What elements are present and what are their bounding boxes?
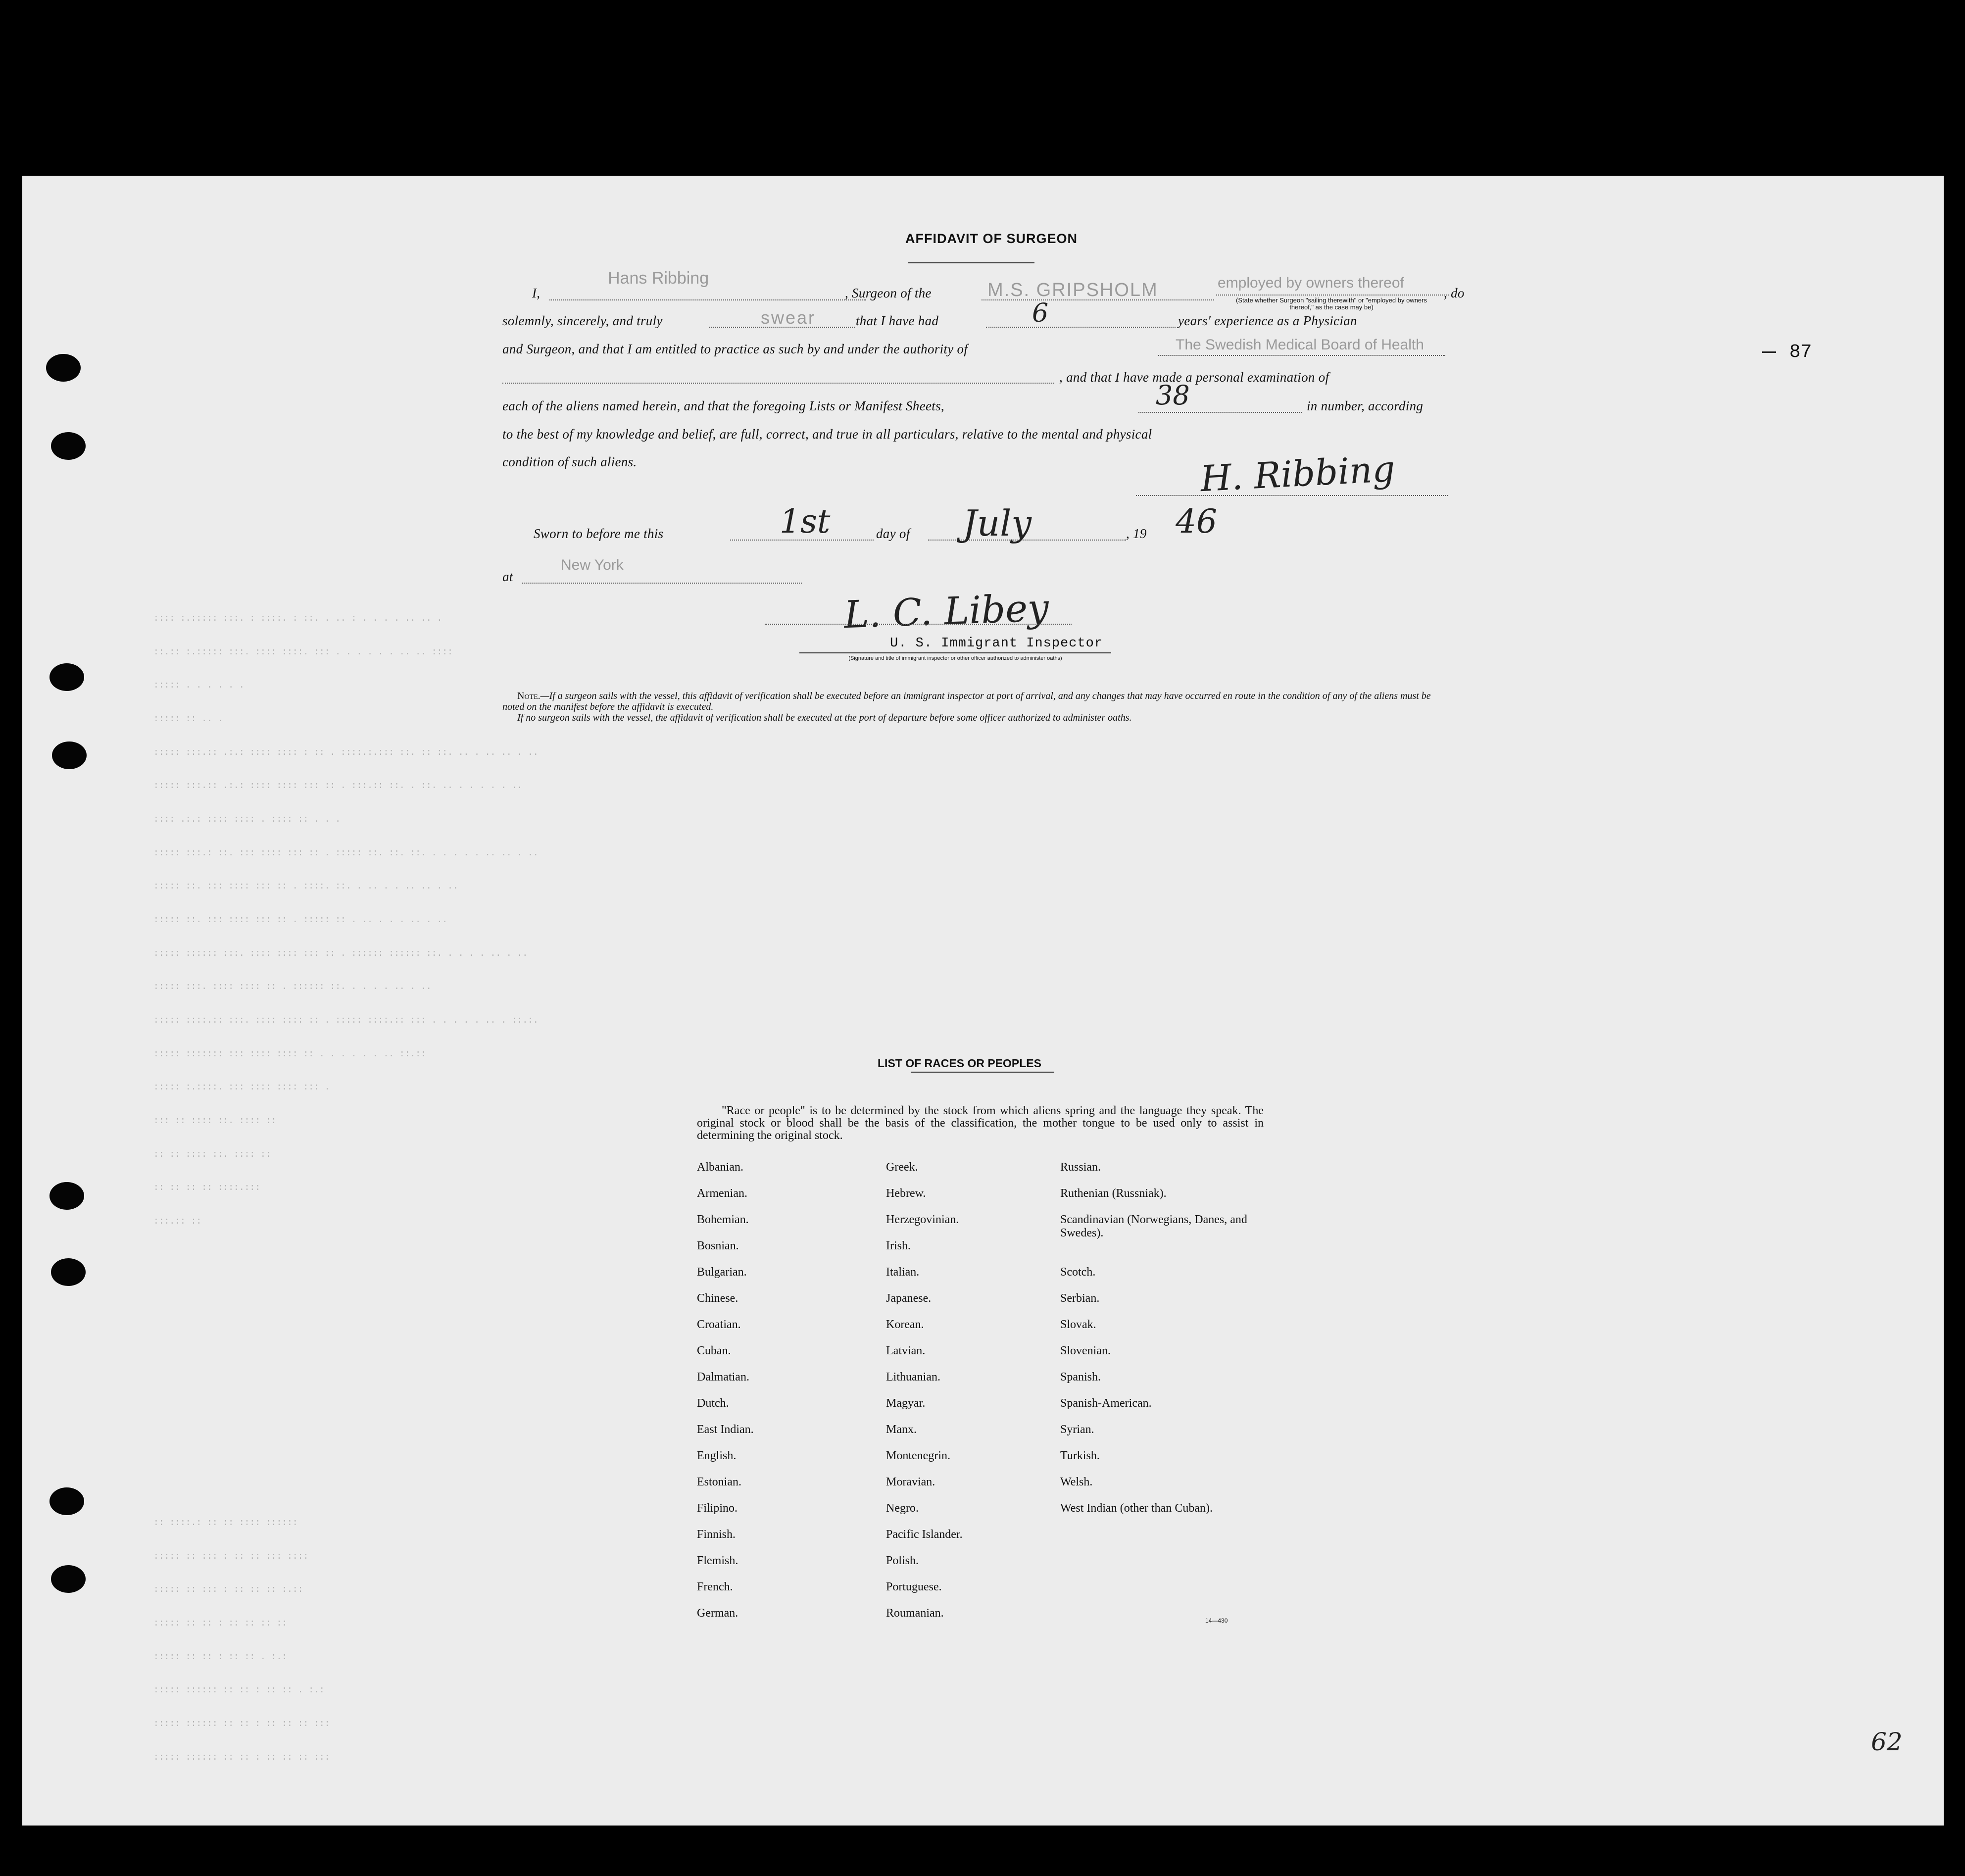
affidavit-title: AFFIDAVIT OF SURGEON: [905, 231, 1078, 246]
race-item: Magyar.: [886, 1397, 926, 1410]
races-title: LIST OF RACES OR PEOPLES: [878, 1057, 1041, 1070]
affidavit-line1-i: I,: [532, 286, 540, 300]
race-item: English.: [697, 1449, 737, 1462]
affidavit-line2-a: solemnly, sincerely, and truly: [502, 313, 663, 328]
sheets-handwritten: 38: [1156, 380, 1190, 411]
employment-fill-line: [1216, 295, 1449, 296]
page-number-dash: [1762, 351, 1776, 353]
race-item: Estonian.: [697, 1476, 741, 1488]
race-item: Chinese.: [697, 1292, 738, 1305]
name-fill-line: [549, 299, 866, 300]
form-number: 14—430: [1205, 1617, 1228, 1624]
inspector-signature-line: [765, 624, 1072, 625]
race-item: Bulgarian.: [697, 1266, 747, 1279]
affidavit-note: [502, 691, 1443, 723]
race-item: Russian.: [1060, 1161, 1101, 1174]
inspector-title-underline: [799, 652, 1111, 653]
race-item: Latvian.: [886, 1344, 926, 1357]
race-item: East Indian.: [697, 1423, 754, 1436]
document-page: [22, 176, 1944, 1826]
place-fill-line: [522, 583, 802, 584]
race-item: Herzegovinian.: [886, 1213, 959, 1226]
race-item: Japanese.: [886, 1292, 932, 1305]
race-item: French.: [697, 1580, 733, 1593]
race-item: Scandinavian (Norwegians, Danes, and Swedes).: [1060, 1213, 1247, 1239]
race-item: Dutch.: [697, 1397, 729, 1410]
race-item: Ruthenian (Russniak).: [1060, 1187, 1167, 1200]
years-handwritten: 6: [1032, 298, 1049, 328]
affidavit-line2-c: years' experience as a Physician: [1178, 313, 1357, 328]
sworn-month-handwritten: July: [963, 502, 1032, 544]
race-item: Hebrew.: [886, 1187, 926, 1200]
race-item: Finnish.: [697, 1528, 736, 1541]
sworn-at: at: [502, 569, 513, 584]
race-item: Roumanian.: [886, 1607, 944, 1620]
surgeon-signature: H. Ribbing: [1199, 447, 1396, 500]
race-item: Spanish-American.: [1060, 1397, 1152, 1410]
race-item: Flemish.: [697, 1554, 738, 1567]
affidavit-line3-a: and Surgeon, and that I am entitled to practice as such by and under the authority of: [502, 342, 968, 356]
affidavit-line1-do: , do: [1444, 286, 1465, 300]
race-item: Italian.: [886, 1266, 920, 1279]
affidavit-line1-surgeon-of: , Surgeon of the: [845, 286, 932, 300]
place-stamp: New York: [561, 557, 624, 573]
note-text: —If a surgeon sails with the vessel, this affidavit of verification shall be executed before an immigrant inspector at port of arrival, and any changes that may have occurred en route in the condition of any of the aliens must be noted on the manifest before the affidavit is executed.: [502, 691, 1431, 712]
employment-stamp: employed by owners thereof: [1218, 275, 1404, 291]
race-item: Polish.: [886, 1554, 919, 1567]
race-item: Moravian.: [886, 1476, 935, 1488]
race-item: Bosnian.: [697, 1239, 739, 1252]
race-item: German.: [697, 1607, 738, 1620]
corner-mark: 62: [1871, 1728, 1903, 1756]
race-item: Bohemian.: [697, 1213, 749, 1226]
sheets-fill-line: [1138, 412, 1302, 413]
inspector-title: U. S. Immigrant Inspector: [890, 636, 1103, 651]
races-intro: "Race or people" is to be determined by the stock from which aliens spring and the language they speak. The original stock or blood shall be the basis of the classification, the mother tongue to be used only to assist in determining the original stock.: [697, 1104, 1264, 1142]
page-number: 87: [1789, 342, 1812, 363]
affidavit-line2-b: that I have had: [856, 313, 939, 328]
affidavit-line6: to the best of my knowledge and belief, are full, correct, and true in all particulars, relative to the mental and physical: [502, 427, 1152, 442]
sworn-day-handwritten: 1st: [780, 502, 831, 541]
affidavit-line7: condition of such aliens.: [502, 454, 637, 469]
years-fill-line: [986, 327, 1176, 328]
affidavit-line5-a: each of the aliens named herein, and that the foregoing Lists or Manifest Sheets,: [502, 398, 944, 413]
race-item: West Indian (other than Cuban).: [1060, 1502, 1213, 1515]
race-item: Dalmatian.: [697, 1371, 749, 1383]
ship-name-stamp: M.S. GRIPSHOLM: [987, 280, 1158, 300]
race-item: Serbian.: [1060, 1292, 1100, 1305]
race-item: Turkish.: [1060, 1449, 1100, 1462]
race-item: Spanish.: [1060, 1371, 1101, 1383]
race-item: Albanian.: [697, 1161, 743, 1174]
race-item: Scotch.: [1060, 1266, 1096, 1279]
races-title-underline: [911, 1072, 1054, 1073]
race-item: Slovak.: [1060, 1318, 1096, 1331]
race-item: Montenegrin.: [886, 1449, 950, 1462]
race-item: Negro.: [886, 1502, 919, 1515]
bleed-through-manifest: :::: :.::::: :::. : ::::. : ::. . .. : . . . . .. .. . ::.:: :.::::: :::. :::: ::::. ::: . . . . . . .. .. :::: ::::: . . . . . . ::::: :: .. . ::::: :::.:: .:.: :::: :::: : :: . ::::.:.::: ::. :: ::. .. . .. .. . .. ::::: :::.:: .:.: :::: :::: ::: :: . :::.:: ::. . ::. .. . . . . . .. :::: .:.: :::: :::: . :::: :: . . . ::::: :::.: ::. ::: :::: ::: :: . ::::: ::. ::. ::. . . . . . .. .. . .. ::::: ::. ::: :::: ::: :: . ::::. ::. . .. . . .. .. . .. ::::: ::. ::: :::: ::: :: . ::::: :: . .. . . . .. . .. ::::: :::::: :::. :::: :::: ::: :: . :::::: :::::: ::. . . . . .. . .. ::::: :::. :::: :::: :: . :::::: ::. . . . . .. . .. ::::: ::::.:: :::. :::: :::: :: . ::::: ::::.:: ::: . . . . . .. . ::.:. ::::: ::::::: ::: :::: :::: :: . . . . . . .. ::.:: ::::: :.::::. ::: :::: :::: ::: . ::: :: :::: ::. :::: :: :: :: :::: ::. :::: :: :: :: :: :: ::::.::: :::.:: :: :: ::::.: :: :: :::: :::::: ::::: :: ::: : :: :: ::: :::: ::::: :: ::: : :: :: :: :.:: ::::: :: :: : :: :: :: :: ::::: :: :: : :: :: . :.: ::::: :::::: :: :: : :: :: . :.: ::::: :::::: :: :: : :: :: :: ::: ::::: :::::: :: :: : :: :: :: :::: [153, 614, 539, 1763]
race-item: Slovenian.: [1060, 1344, 1111, 1357]
race-item: Syrian.: [1060, 1423, 1094, 1436]
employment-note: (State whether Surgeon "sailing therewith" or "employed by owners thereof," as the case may be): [1236, 296, 1427, 311]
surgeon-signature-line: [1136, 495, 1448, 496]
race-item: Korean.: [886, 1318, 924, 1331]
race-item: Croatian.: [697, 1318, 741, 1331]
race-item: Portuguese.: [886, 1580, 942, 1593]
race-item: Irish.: [886, 1239, 911, 1252]
title-underline: [908, 262, 1034, 263]
inspector-signature: L. C. Libey: [843, 585, 1050, 637]
race-item: Manx.: [886, 1423, 917, 1436]
race-item: Greek.: [886, 1161, 918, 1174]
authority-stamp: The Swedish Medical Board of Health: [1176, 337, 1424, 353]
affidavit-line4-a: , and that I have made a personal examination of: [1059, 370, 1329, 385]
race-item: Welsh.: [1060, 1476, 1093, 1488]
race-item: Filipino.: [697, 1502, 738, 1515]
race-item: Cuban.: [697, 1344, 731, 1357]
sworn-text: Sworn to before me this: [534, 526, 664, 541]
sworn-year-prefix: , 19: [1126, 526, 1147, 541]
affidavit-line5-b: in number, according: [1307, 398, 1424, 413]
inspector-caption: (Signature and title of immigrant inspector or other officer authorized to administer oaths): [848, 655, 1062, 661]
race-item: Armenian.: [697, 1187, 747, 1200]
sworn-year-handwritten: 46: [1176, 502, 1217, 541]
race-item: Lithuanian.: [886, 1371, 940, 1383]
race-item: Pacific Islander.: [886, 1528, 963, 1541]
note-text-2: If no surgeon sails with the vessel, the affidavit of verification shall be executed at the port of departure before some officer authorized to administer oaths.: [517, 712, 1132, 723]
authority-fill-line-2: [502, 383, 1054, 384]
authority-fill-line: [1158, 355, 1445, 356]
surgeon-name-stamp: Hans Ribbing: [608, 269, 709, 288]
sworn-day-of: day of: [876, 526, 910, 541]
note-label: Note.: [517, 691, 540, 701]
swear-stamp: swear: [761, 307, 816, 328]
